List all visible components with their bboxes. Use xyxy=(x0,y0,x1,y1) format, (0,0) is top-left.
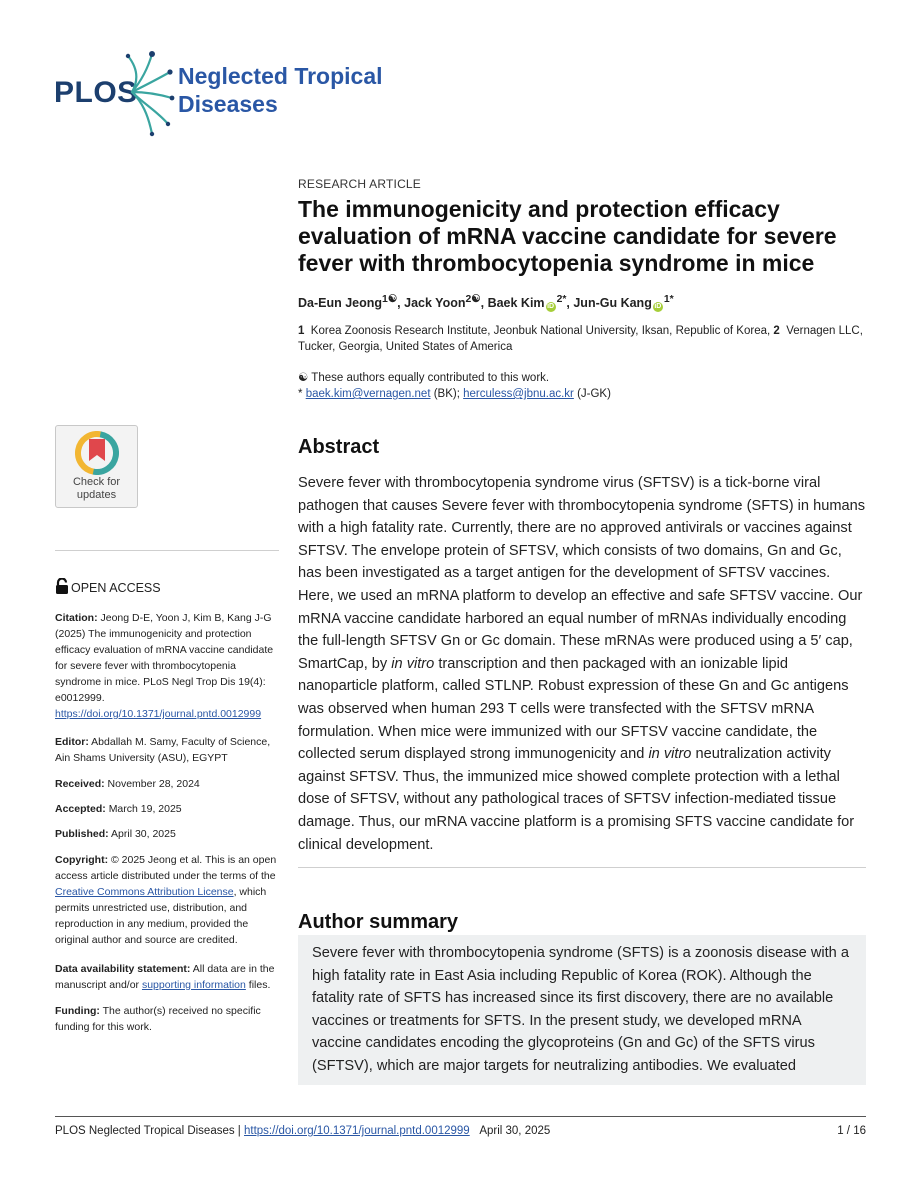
corresponding-emails xyxy=(298,386,868,402)
open-access-text: OPEN ACCESS xyxy=(71,581,161,595)
plos-wordmark: PLOS xyxy=(54,76,138,109)
citation-block xyxy=(55,610,279,722)
author-summary-box xyxy=(298,935,866,1085)
sidebar-divider xyxy=(55,550,279,551)
journal-name-line1: Neglected Tropical xyxy=(178,63,383,89)
accepted-date: March 19, 2025 xyxy=(108,803,182,815)
check-for-updates-badge[interactable] xyxy=(55,425,138,508)
funding-text: The author(s) received no specific funding for this work. xyxy=(55,1005,261,1033)
open-lock-icon xyxy=(55,578,69,595)
author-summary-text: Severe fever with thrombocytopenia syndrome (SFTS) is a zoonosis disease with a high fatality rate in East Asia including Republic of Korea (ROK). Although the fatality rate of SFTS has increased since its first discovery, there are no available vaccines or treatments for SFTS. In the present study, we developed mRNA vaccine candidates encoding the glycoproteins (Gn and Gc) of the SFTS virus (SFTSV), which are major targets for neutralizing antibodies. We evaluated xyxy=(312,945,849,1074)
open-access-label xyxy=(55,578,161,595)
author-affiliation-mark: 2* xyxy=(556,294,567,305)
accepted-label: Accepted: xyxy=(55,803,106,815)
page-number: 1 / 16 xyxy=(837,1125,866,1137)
citation-doi-link[interactable]: https://doi.org/10.1371/journal.pntd.0012999 xyxy=(55,708,262,720)
affiliation-text: Korea Zoonosis Research Institute, Jeonbuk National University, Iksan, Republic of Korea, xyxy=(310,325,771,337)
funding-label: Funding: xyxy=(55,1005,100,1017)
orcid-icon[interactable]: iD xyxy=(654,303,662,311)
abstract-divider xyxy=(298,867,866,868)
published-label: Published: xyxy=(55,828,109,840)
plos-burst-icon xyxy=(118,50,178,138)
abstract-text-part: transcription and then packaged with an ionizable lipid nanoparticle platform, called STLNP. Robust expression of these Gn and Gc antigens was observed when human 293 T cells were transfected with the SFTSV mRNA formulation. When mice were immunized with our SFTSV vaccine candidate, the collected serum displayed strong immunogenicity and xyxy=(298,655,849,763)
email-tag: (J-GK) xyxy=(577,388,611,400)
author-list: Da-Eun Jeong$^{1☯}$, Jack Yoon$^{2☯}$, Baek Kim $iD^{2*}$, Jun-Gu Kang $iD^{1*}$ xyxy=(298,294,674,311)
supporting-information-link[interactable]: supporting information xyxy=(141,979,246,991)
journal-name-line2: Diseases xyxy=(178,91,278,117)
author-summary-heading: Author summary xyxy=(298,911,459,933)
author-affiliation-mark: 2☯ xyxy=(465,294,481,305)
plos-ntd-logo[interactable] xyxy=(48,48,428,140)
cc-license-link[interactable]: Creative Commons Attribution License xyxy=(55,886,234,898)
check-updates-icon xyxy=(75,431,119,475)
orcid-icon[interactable]: iD xyxy=(547,303,555,311)
abstract-italic: in vitro xyxy=(391,655,435,672)
article-type: RESEARCH ARTICLE xyxy=(298,177,422,191)
footer-doi-link[interactable]: https://doi.org/10.1371/journal.pntd.0012999 xyxy=(244,1125,470,1137)
abstract-text xyxy=(298,472,868,856)
email-tag: (BK); xyxy=(433,388,460,400)
footer-citation xyxy=(55,1125,550,1137)
check-updates-label xyxy=(56,476,137,502)
article-title: The immunogenicity and protection efficacy evaluation of mRNA vaccine candidate for severe fever with thrombocytopenia syndrome in mice xyxy=(298,196,837,276)
author-name[interactable]: Jun-Gu Kang xyxy=(573,296,652,311)
contribution-notes xyxy=(298,370,868,402)
corresponding-star: * xyxy=(298,388,303,400)
equal-contribution-note: ☯ These authors equally contributed to this work. xyxy=(298,372,550,384)
editor-label: Editor: xyxy=(55,736,89,748)
editor-block xyxy=(55,734,279,766)
author-name[interactable]: Jack Yoon xyxy=(404,296,466,311)
author-name[interactable]: Da-Eun Jeong xyxy=(298,296,383,311)
data-availability-text: All data are in the manuscript and/or xyxy=(55,963,275,991)
abstract-italic: in vitro xyxy=(648,746,692,763)
journal-name xyxy=(178,62,383,118)
data-availability-text: files. xyxy=(248,979,271,991)
copyright-block xyxy=(55,852,279,948)
citation-label: Citation: xyxy=(55,612,98,624)
received-date: November 28, 2024 xyxy=(107,778,200,790)
check-updates-line1: Check for xyxy=(72,476,121,488)
abstract-text-part: Severe fever with thrombocytopenia syndrome virus (SFTSV) is a tick-borne viral pathogen that causes Severe fever with thrombocytopenia syndrome (SFTS) in humans with a high fatality rate. Currently, there are no approved antivirals or vaccines against SFTSV. The envelope protein of SFTSV, which consists of two domains, Gn and Gc, has been investigated as a target antigen for the development of SFTSV vaccines. Here, we used an mRNA platform to develop an effective and safe SFTSV vaccine. Our mRNA vaccine candidate harbored an equal number of mRNAs individually encoding the full-length SFTSV Gn or Gc domain. These mRNAs were produced using a 5′ cap, SmartCap, by xyxy=(298,475,866,672)
affiliation-number: 2 xyxy=(773,325,780,337)
received-label: Received: xyxy=(55,778,105,790)
footer-date: April 30, 2025 xyxy=(479,1125,551,1137)
footer-divider xyxy=(55,1116,866,1117)
copyright-label: Copyright: xyxy=(55,854,109,866)
copyright-text: , which permits unrestricted use, distribution, and reproduction in any medium, provided the original author and source are credited. xyxy=(55,886,267,946)
funding-block xyxy=(55,1003,279,1035)
data-availability-label: Data availability statement: xyxy=(55,963,191,975)
affiliation-number: 1 xyxy=(298,325,305,337)
editor-text: Abdallah M. Samy, Faculty of Science, Ain Shams University (ASU), EGYPT xyxy=(55,736,271,764)
author-affiliation-mark: 1☯ xyxy=(382,294,398,305)
received-block xyxy=(55,776,279,792)
abstract-text-part: neutralization activity against SFTSV. Thus, the immunized mice showed complete protection with a lethal dose of SFTSV, without any pathological traces of SFTSV infection-mediated tissue damage. Thus, our mRNA vaccine platform is a promising SFTS vaccine candidate for clinical development. xyxy=(298,746,855,853)
author-affiliation-mark: 1* xyxy=(663,294,674,305)
copyright-text: © 2025 Jeong et al. This is an open access article distributed under the terms of the xyxy=(55,854,277,882)
published-date: April 30, 2025 xyxy=(111,828,176,840)
footer-journal: PLOS Neglected Tropical Diseases | xyxy=(55,1125,241,1137)
affiliation-text: Vernagen LLC, Tucker, Georgia, United States of America xyxy=(298,325,863,353)
email-link-jgk[interactable]: herculess@jbnu.ac.kr xyxy=(463,388,574,400)
abstract-heading: Abstract xyxy=(298,436,380,458)
citation-text: Jeong D-E, Yoon J, Kim B, Kang J-G (2025) The immunogenicity and protection efficacy evaluation of mRNA vaccine candidate for severe fever with thrombocytopenia syndrome in mice. PLoS Negl Trop Dis 19(4): e0012999. xyxy=(55,612,274,704)
data-availability-block xyxy=(55,961,279,993)
email-link-bk[interactable]: baek.kim@vernagen.net xyxy=(305,388,431,400)
check-updates-line2: updates xyxy=(76,489,117,501)
author-name[interactable]: Baek Kim xyxy=(487,296,545,311)
affiliations xyxy=(298,323,868,355)
accepted-block xyxy=(55,801,279,817)
published-block xyxy=(55,826,279,842)
